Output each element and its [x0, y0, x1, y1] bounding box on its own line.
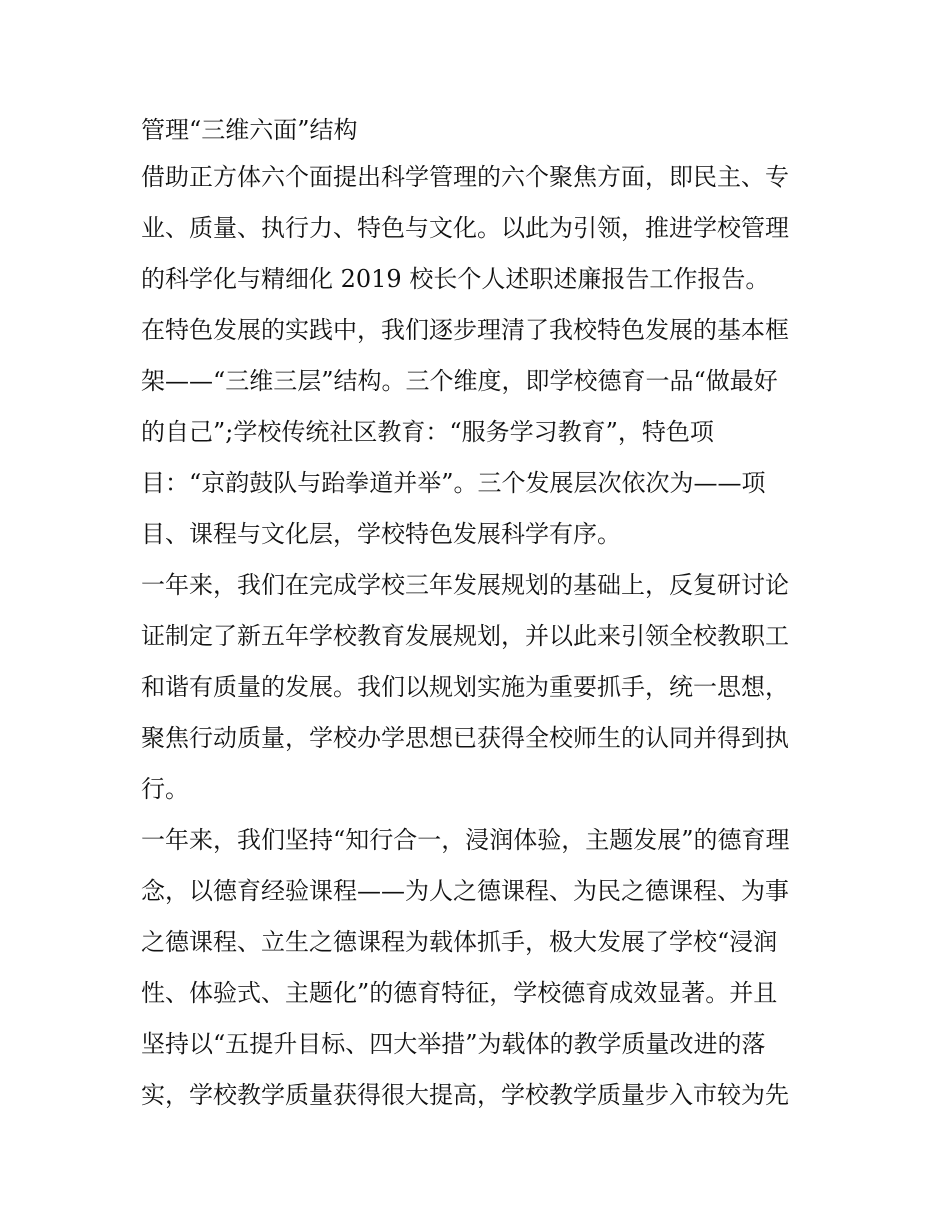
- section-heading: 管理“三维六面”结构: [141, 116, 358, 144]
- text-line: 目：“京韵鼓队与跆拳道并举”。三个发展层次依次为——项: [141, 469, 766, 497]
- text-line: 聚焦行动质量，学校办学思想已获得全校师生的认同并得到执: [141, 724, 789, 752]
- text-line: 目、课程与文化层，学校特色发展科学有序。: [141, 520, 621, 548]
- text-line: 一年来，我们坚持“知行合一，浸润体验，主题发展”的德育理: [141, 826, 790, 854]
- text-line: 坚持以“五提升目标、四大举措”为载体的教学质量改进的落: [141, 1030, 766, 1058]
- text-line: 业、质量、执行力、特色与文化。以此为引领，推进学校管理: [141, 214, 789, 242]
- text-line: 实，学校教学质量获得很大提高，学校教学质量步入市较为先: [141, 1081, 789, 1109]
- text-line: 行。: [141, 775, 189, 803]
- document-body: [141, 108, 821, 1121]
- text-line: 性、体验式、主题化”的德育特征，学校德育成效显著。并且: [141, 979, 778, 1007]
- text-line: 架——“三维三层”结构。三个维度，即学校德育一品“做最好: [141, 367, 778, 395]
- text-line: 的科学化与精细化 2019 校长个人述职述廉报告工作报告。: [141, 265, 770, 293]
- text-line: 在特色发展的实践中，我们逐步理清了我校特色发展的基本框: [141, 316, 789, 344]
- text-line: 的自己”;学校传统社区教育：“服务学习教育”，特色项: [141, 418, 714, 446]
- text-line: 之德课程、立生之德课程为载体抓手，极大发展了学校“浸润: [141, 928, 778, 956]
- text-line: 念，以德育经验课程——为人之德课程、为民之德课程、为事: [141, 877, 789, 905]
- text-line: 借助正方体六个面提出科学管理的六个聚焦方面，即民主、专: [141, 163, 789, 191]
- text-line: 和谐有质量的发展。我们以规划实施为重要抓手，统一思想，: [141, 673, 789, 701]
- text-line: 证制定了新五年学校教育发展规划，并以此来引领全校教职工: [141, 622, 789, 650]
- text-line: 一年来，我们在完成学校三年发展规划的基础上，反复研讨论: [141, 571, 789, 599]
